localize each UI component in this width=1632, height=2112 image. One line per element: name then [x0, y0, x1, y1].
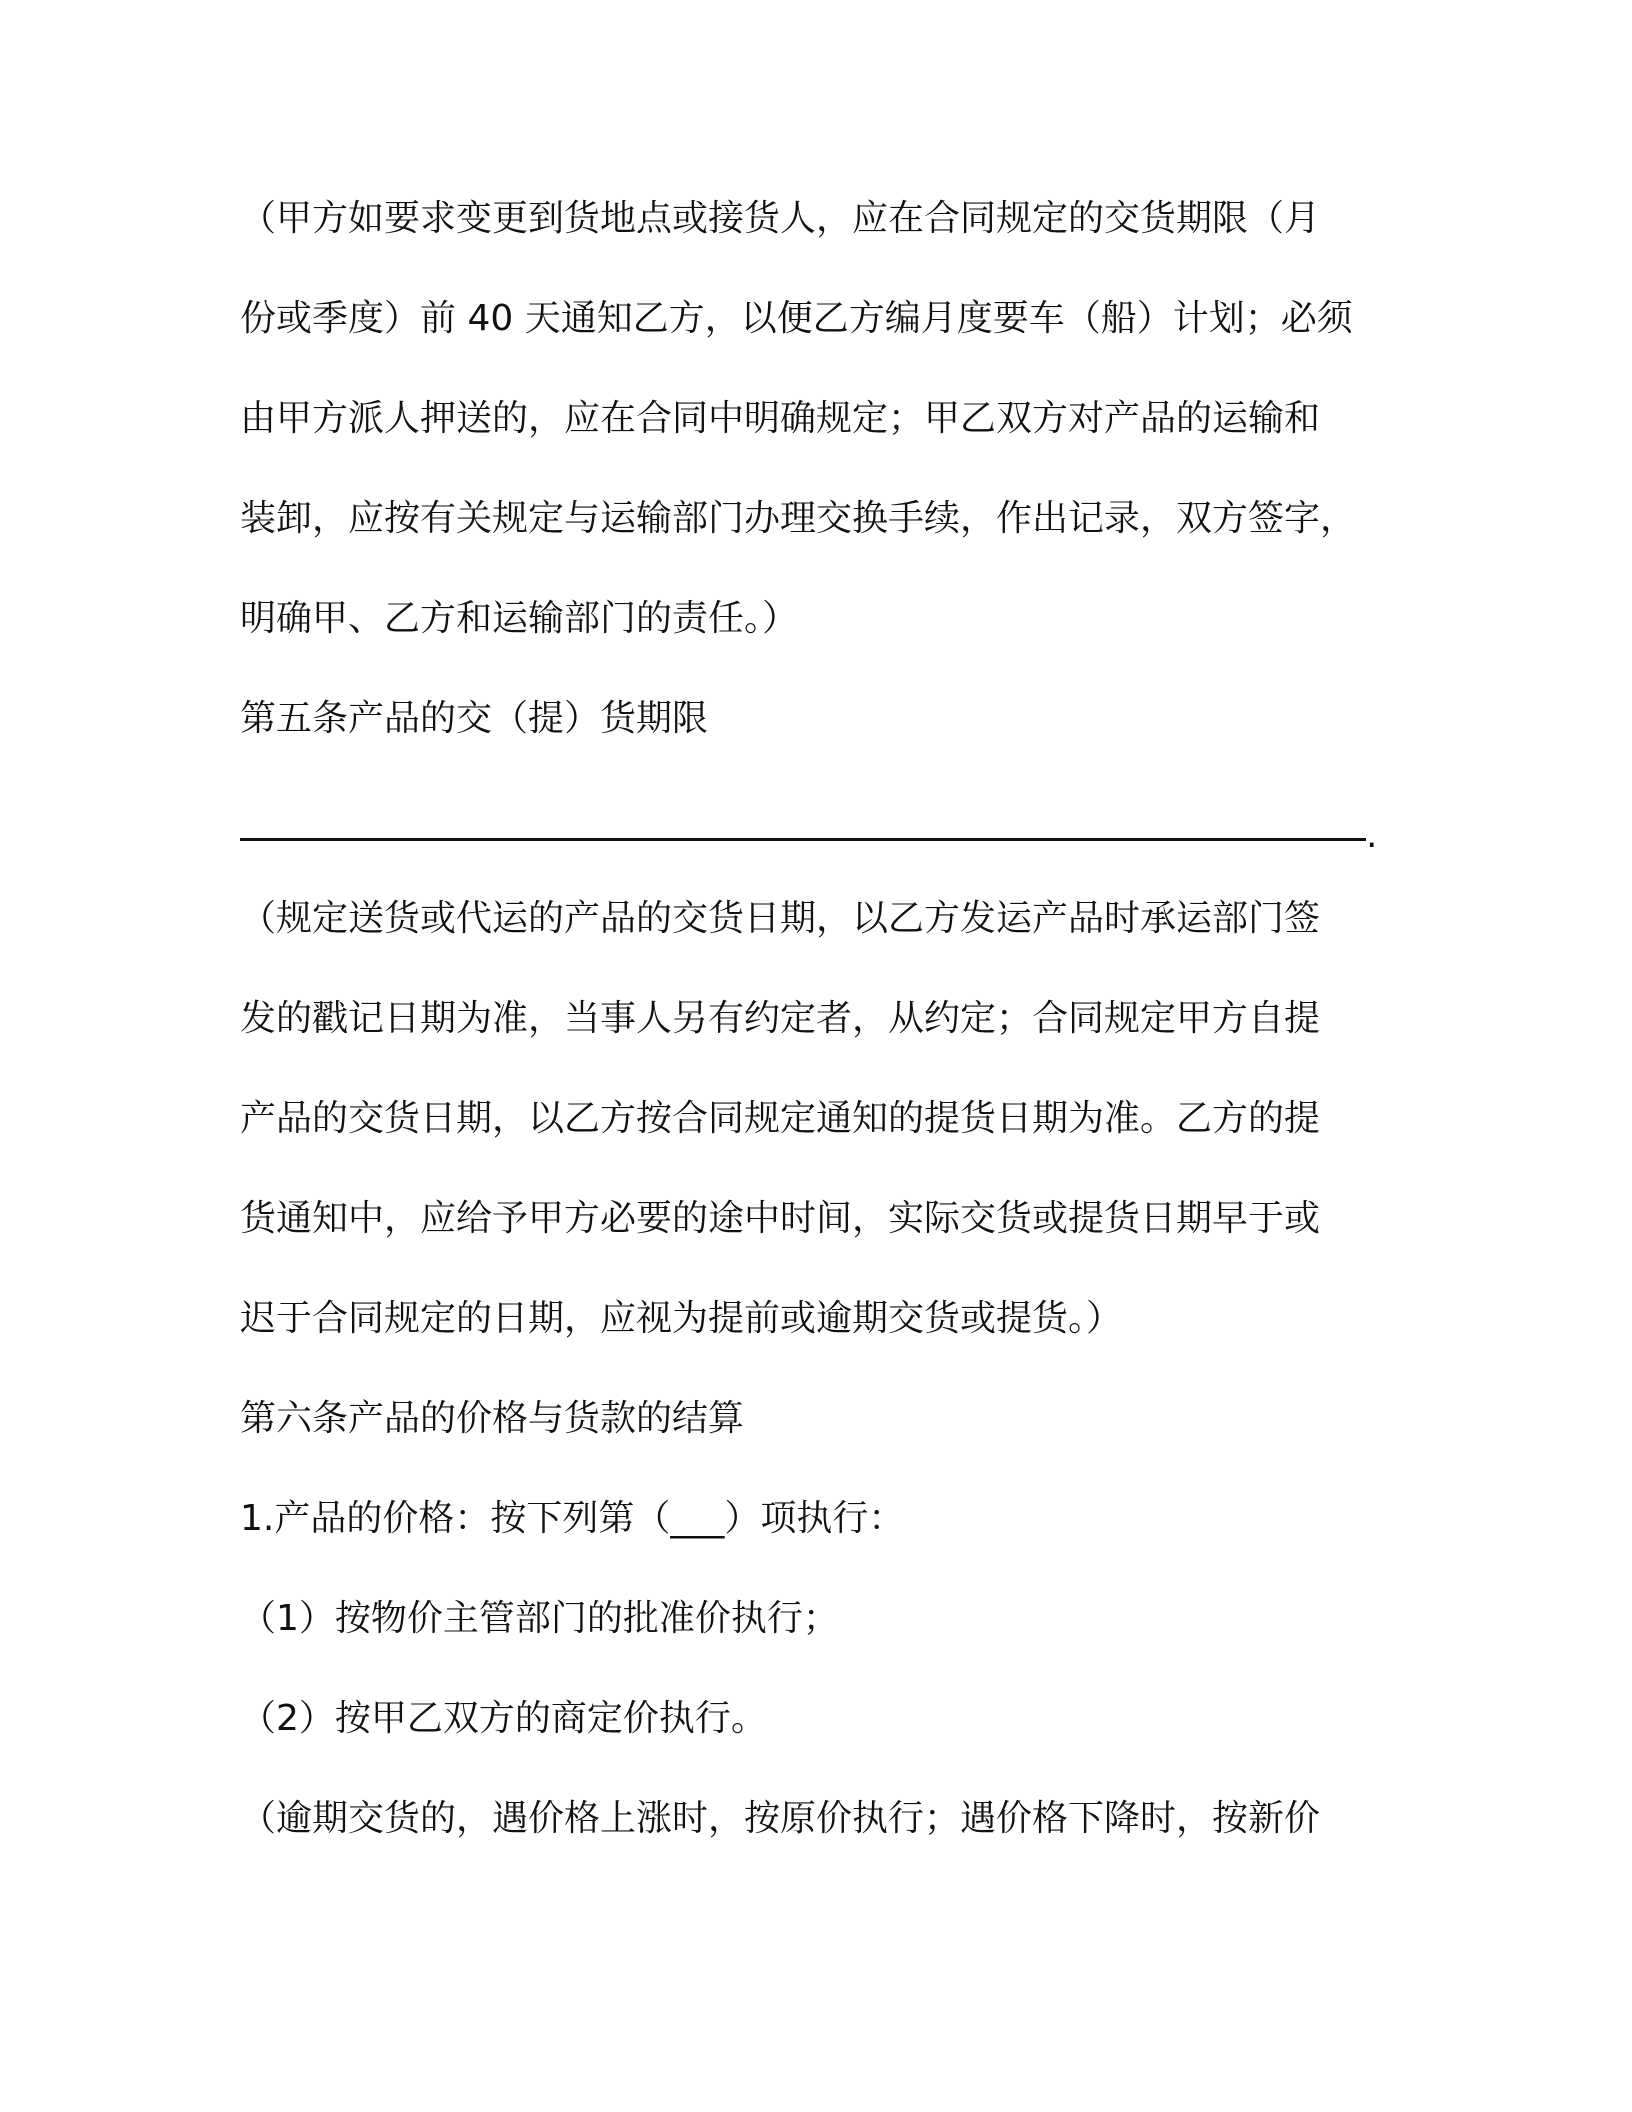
article-heading: 第六条产品的价格与货款的结算 [240, 1398, 745, 1439]
paragraph-line: 份或季度）前 40 天通知乙方，以便乙方编月度要车（船）计划；必须 [240, 298, 1353, 339]
paragraph-line: 由甲方派人押送的，应在合同中明确规定；甲乙双方对产品的运输和 [240, 398, 1321, 439]
paragraph-line: （甲方如要求变更到货地点或接货人，应在合同规定的交货期限（月 [240, 198, 1321, 239]
article-heading: 第五条产品的交（提）货期限 [240, 698, 709, 739]
paragraph-line: 货通知中，应给予甲方必要的途中时间，实际交货或提货日期早于或 [240, 1198, 1321, 1239]
paragraph-line: 迟于合同规定的日期，应视为提前或逾期交货或提货。） [240, 1298, 1123, 1339]
list-item: （2）按甲乙双方的商定价执行。 [240, 1698, 767, 1739]
list-item: （1）按物价主管部门的批准价执行； [240, 1598, 839, 1639]
paragraph-line: （逾期交货的，遇价格上涨时，按原价执行；遇价格下降时，按新价 [240, 1798, 1321, 1839]
paragraph-line: 发的戳记日期为准，当事人另有约定者，从约定；合同规定甲方自提 [240, 998, 1321, 1039]
paragraph-line: 产品的交货日期，以乙方按合同规定通知的提货日期为准。乙方的提 [240, 1098, 1321, 1139]
fill-in-blank-line [240, 838, 1366, 841]
paragraph-line: 装卸，应按有关规定与运输部门办理交换手续，作出记录，双方签字， [240, 498, 1357, 539]
clause-line: 1.产品的价格：按下列第（___）项执行： [240, 1498, 905, 1539]
blank-line-end-mark: . [1366, 815, 1378, 856]
paragraph-line: 明确甲、乙方和运输部门的责任。） [240, 598, 799, 639]
paragraph-line: （规定送货或代运的产品的交货日期，以乙方发运产品时承运部门签 [240, 898, 1321, 939]
